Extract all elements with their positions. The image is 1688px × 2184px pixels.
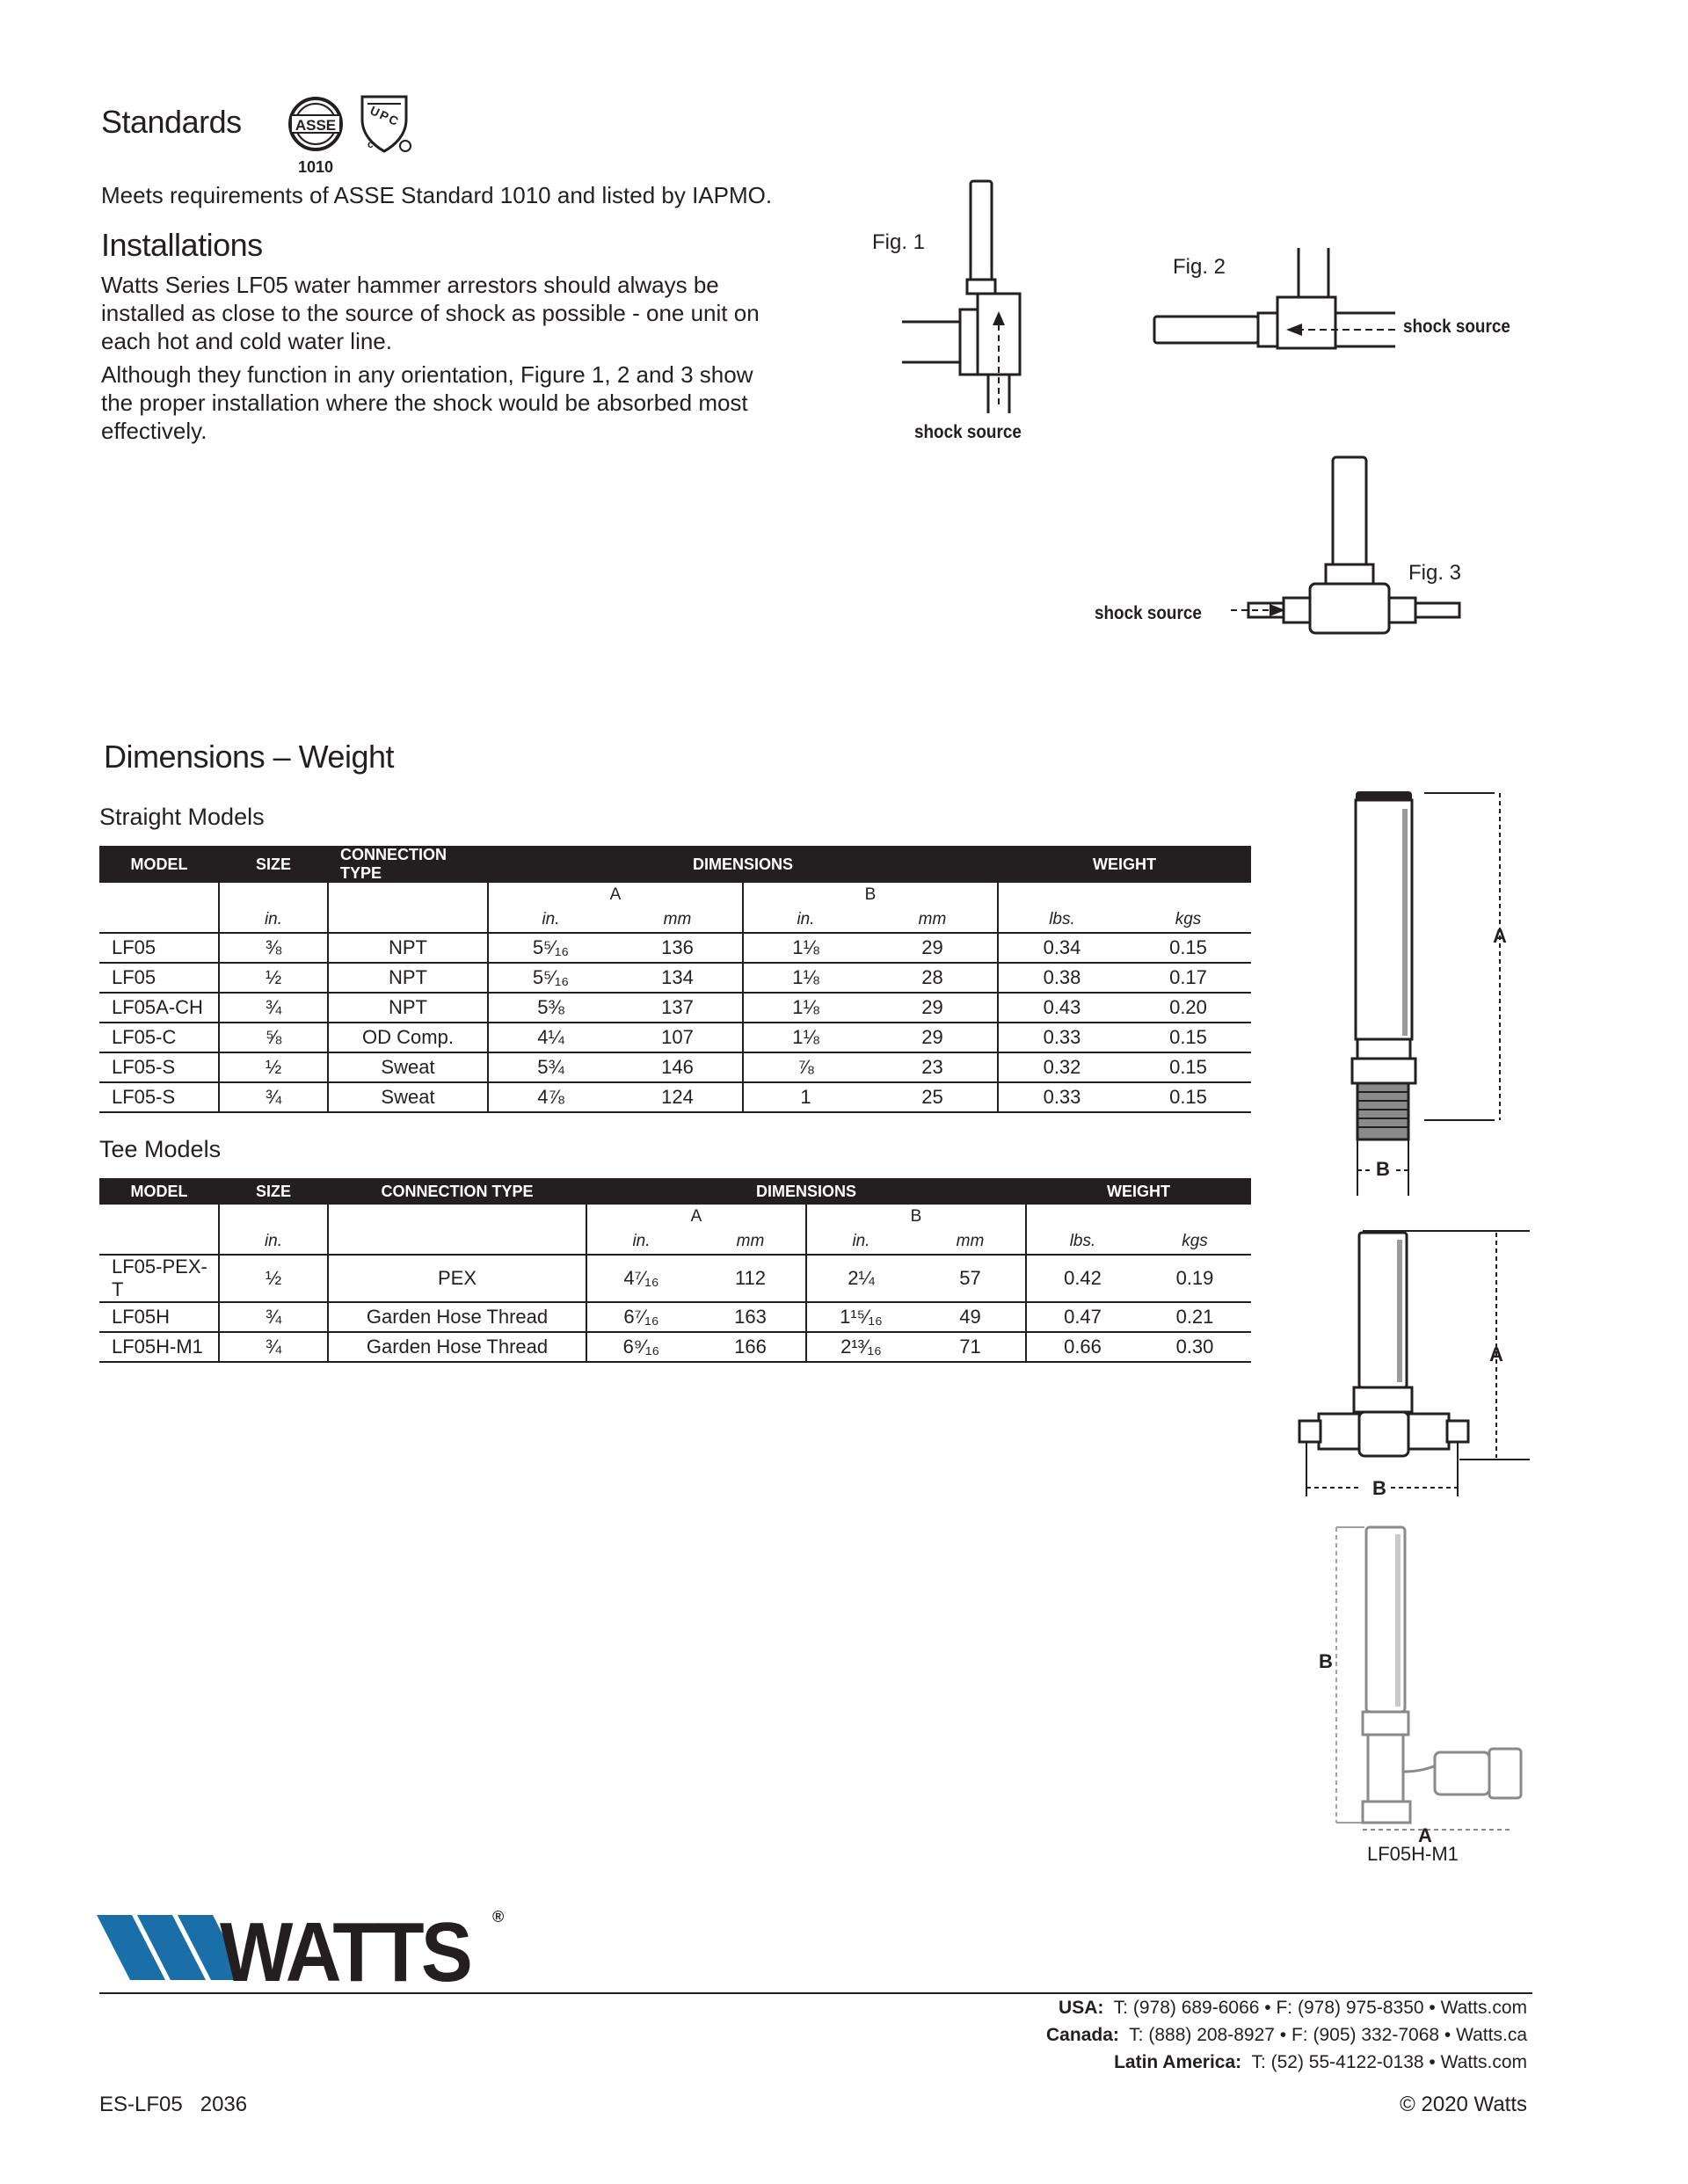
table-cell: 0.66 — [1026, 1332, 1139, 1362]
col-size: SIZE — [219, 1178, 328, 1205]
table-cell: ½ — [219, 1255, 328, 1302]
table-cell: LF05H-M1 — [99, 1332, 219, 1362]
table-cell: 5¾ — [488, 1052, 613, 1082]
table-cell: 49 — [915, 1302, 1026, 1332]
table-cell: 1⅛ — [743, 1023, 868, 1052]
table-cell: 0.43 — [998, 993, 1125, 1023]
table-cell: 2¼ — [806, 1255, 915, 1302]
table-cell: 1 — [743, 1082, 868, 1112]
table-cell: Sweat — [328, 1082, 488, 1112]
table-cell: ⅝ — [219, 1023, 328, 1052]
tee-models-title: Tee Models — [99, 1136, 222, 1162]
asse-badge-text: ASSE — [295, 117, 337, 134]
table-cell: NPT — [328, 933, 488, 963]
col-dimensions: DIMENSIONS — [488, 846, 998, 883]
table-cell: 0.33 — [998, 1023, 1125, 1052]
table-cell: Sweat — [328, 1052, 488, 1082]
watts-logo-text: WATTS — [220, 1905, 470, 1999]
table-cell: 0.20 — [1125, 993, 1251, 1023]
table-cell: 0.34 — [998, 933, 1125, 963]
doc-code: ES-LF05 2036 — [99, 2093, 248, 2116]
table-cell: LF05-S — [99, 1082, 219, 1112]
tee-models-table — [99, 1178, 1251, 1363]
b-in-unit: in. — [743, 907, 868, 933]
straight-model-drawing — [1319, 783, 1539, 1205]
table-cell: 146 — [613, 1052, 743, 1082]
table-cell: LF05 — [99, 933, 219, 963]
table-cell: 2¹³⁄₁₆ — [806, 1332, 915, 1362]
table-cell: 1⅛ — [743, 963, 868, 993]
fig3-drawing — [1231, 450, 1468, 644]
table-row — [99, 963, 1251, 993]
fig2-label: Fig. 2 — [1173, 255, 1226, 279]
contact-usa-text: T: (978) 689-6066 • F: (978) 975-8350 • Watts.com — [1113, 1998, 1527, 2018]
lbs-unit: lbs. — [998, 907, 1125, 933]
table-cell: PEX — [328, 1255, 586, 1302]
table-cell: 0.38 — [998, 963, 1125, 993]
table-row — [99, 1023, 1251, 1052]
col-connection: CONNECTION TYPE — [328, 846, 488, 883]
table-cell: 29 — [868, 933, 998, 963]
table-cell: Garden Hose Thread — [328, 1302, 586, 1332]
table-cell: LF05-C — [99, 1023, 219, 1052]
dim-a-header: A — [586, 1205, 806, 1229]
table-cell: 29 — [868, 1023, 998, 1052]
table-cell: 4¼ — [488, 1023, 613, 1052]
footer-divider — [99, 1992, 1532, 1994]
table-cell: 25 — [868, 1082, 998, 1112]
contact-latam — [1114, 2052, 1527, 2073]
col-dimensions: DIMENSIONS — [586, 1178, 1026, 1205]
table-cell: 0.30 — [1139, 1332, 1251, 1362]
table-cell: 0.21 — [1139, 1302, 1251, 1332]
table-cell: 0.42 — [1026, 1255, 1139, 1302]
table-cell: 5⁵⁄₁₆ — [488, 963, 613, 993]
table-row — [99, 1302, 1251, 1332]
fig1-label: Fig. 1 — [872, 230, 926, 254]
col-model: MODEL — [99, 1178, 219, 1205]
table-cell: ¾ — [219, 1302, 328, 1332]
table-cell: 166 — [695, 1332, 806, 1362]
col-weight: WEIGHT — [998, 846, 1251, 883]
straight-models-table — [99, 846, 1251, 1113]
table-cell: LF05A-CH — [99, 993, 219, 1023]
fig1-drawing — [897, 176, 1029, 422]
a-mm-unit: mm — [695, 1229, 806, 1255]
table-cell: 28 — [868, 963, 998, 993]
table-cell: ½ — [219, 1052, 328, 1082]
table-cell: 0.17 — [1125, 963, 1251, 993]
table-cell: ⅞ — [743, 1052, 868, 1082]
straight-models-title: Straight Models — [99, 804, 265, 830]
table-cell: 4⅞ — [488, 1082, 613, 1112]
table-row — [99, 1255, 1251, 1302]
col-weight: WEIGHT — [1026, 1178, 1251, 1205]
table-cell: 137 — [613, 993, 743, 1023]
upc-badge — [359, 93, 413, 157]
installations-title: Installations — [101, 227, 263, 263]
lf05h-dim-a: A — [1418, 1824, 1432, 1846]
dim-a-header: A — [488, 883, 743, 907]
table-cell: 1⅛ — [743, 993, 868, 1023]
installations-para-1: Watts Series LF05 water hammer arrestors should always be installed as close to the source of shock as possible - one unit on each hot and cold water line. — [101, 272, 760, 354]
table-cell: ¾ — [219, 1332, 328, 1362]
table-cell: ½ — [219, 963, 328, 993]
standards-title: Standards — [101, 104, 242, 140]
table-cell: 112 — [695, 1255, 806, 1302]
table-cell: ⅜ — [219, 933, 328, 963]
table-cell: 107 — [613, 1023, 743, 1052]
table-cell: 0.19 — [1139, 1255, 1251, 1302]
b-in-unit: in. — [806, 1229, 915, 1255]
fig2-drawing — [1147, 246, 1402, 352]
table-cell: 0.47 — [1026, 1302, 1139, 1332]
table-cell: ¾ — [219, 993, 328, 1023]
contact-latam-label: Latin America: — [1114, 2052, 1242, 2072]
tee-dim-a: A — [1489, 1343, 1503, 1365]
table-cell: 23 — [868, 1052, 998, 1082]
table-cell: 134 — [613, 963, 743, 993]
b-mm-unit: mm — [868, 907, 998, 933]
asse-number: 1010 — [297, 158, 334, 176]
table-cell: 5⁵⁄₁₆ — [488, 933, 613, 963]
dim-b-header: B — [743, 883, 998, 907]
a-in-unit: in. — [488, 907, 613, 933]
col-connection: CONNECTION TYPE — [328, 1178, 586, 1205]
tee-dim-b: B — [1372, 1477, 1386, 1499]
table-cell: 6⁹⁄₁₆ — [586, 1332, 695, 1362]
table-cell: 0.15 — [1125, 1023, 1251, 1052]
watts-logo — [97, 1905, 519, 1999]
table-cell: LF05 — [99, 963, 219, 993]
upc-badge-text: UPC — [367, 103, 403, 129]
table-cell: NPT — [328, 993, 488, 1023]
table-cell: LF05H — [99, 1302, 219, 1332]
installations-para-2: Although they function in any orientation, Figure 1, 2 and 3 show the proper installation where the shock would be absorbed most effectively. — [101, 361, 753, 444]
table-cell: 6⁷⁄₁₆ — [586, 1302, 695, 1332]
tee-model-drawing — [1292, 1222, 1539, 1512]
table-cell: 1⅛ — [743, 933, 868, 963]
lf05h-m1-drawing — [1310, 1517, 1547, 1846]
table-cell: NPT — [328, 963, 488, 993]
dim-b-header: B — [806, 1205, 1026, 1229]
table-row — [99, 1082, 1251, 1112]
table-cell: 124 — [613, 1082, 743, 1112]
lf05h-caption: LF05H-M1 — [1367, 1843, 1459, 1865]
table-cell: OD Comp. — [328, 1023, 488, 1052]
table-cell: Garden Hose Thread — [328, 1332, 586, 1362]
straight-dim-b: B — [1376, 1158, 1390, 1180]
contact-canada-text: T: (888) 208-8927 • F: (905) 332-7068 • Watts.ca — [1129, 2025, 1527, 2045]
contact-canada-label: Canada: — [1046, 2025, 1119, 2045]
copyright: © 2020 Watts — [1400, 2093, 1527, 2116]
kgs-unit: kgs — [1139, 1229, 1251, 1255]
table-row — [99, 1332, 1251, 1362]
fig3-label: Fig. 3 — [1408, 561, 1462, 585]
table-cell: 136 — [613, 933, 743, 963]
table-cell: 5⅜ — [488, 993, 613, 1023]
table-cell: 0.15 — [1125, 1052, 1251, 1082]
b-mm-unit: mm — [915, 1229, 1026, 1255]
table-cell: 71 — [915, 1332, 1026, 1362]
table-cell: 0.15 — [1125, 1082, 1251, 1112]
lf05h-dim-b: B — [1319, 1650, 1333, 1672]
contact-usa-label: USA: — [1059, 1998, 1104, 2018]
table-cell: ¾ — [219, 1082, 328, 1112]
a-in-unit: in. — [586, 1229, 695, 1255]
col-size: SIZE — [219, 846, 328, 883]
fig2-shock-source: shock source — [1403, 317, 1510, 337]
table-cell: 163 — [695, 1302, 806, 1332]
a-mm-unit: mm — [613, 907, 743, 933]
straight-dim-a: A — [1493, 925, 1507, 947]
table-cell: LF05-S — [99, 1052, 219, 1082]
standards-text: Meets requirements of ASSE Standard 1010 and listed by IAPMO. — [101, 182, 773, 208]
asse-badge — [286, 95, 346, 176]
table-cell: 0.33 — [998, 1082, 1125, 1112]
table-row — [99, 1052, 1251, 1082]
table-row — [99, 933, 1251, 963]
kgs-unit: kgs — [1125, 907, 1251, 933]
size-unit: in. — [219, 907, 328, 933]
fig3-shock-source: shock source — [1095, 603, 1202, 623]
fig1-shock-source: shock source — [914, 422, 1022, 442]
contact-usa — [1059, 1998, 1527, 2019]
contact-latam-text: T: (52) 55-4122-0138 • Watts.com — [1251, 2052, 1527, 2072]
table-cell: 0.32 — [998, 1052, 1125, 1082]
table-cell: LF05-PEX-T — [99, 1255, 219, 1302]
table-cell: 29 — [868, 993, 998, 1023]
table-cell: 0.15 — [1125, 933, 1251, 963]
svg-text:c: c — [367, 138, 374, 150]
contact-canada — [1046, 2025, 1527, 2046]
registered-mark: ® — [492, 1908, 505, 1926]
dimensions-title: Dimensions – Weight — [104, 739, 394, 775]
table-cell: 1¹⁵⁄₁₆ — [806, 1302, 915, 1332]
lbs-unit: lbs. — [1026, 1229, 1139, 1255]
col-model: MODEL — [99, 846, 219, 883]
table-cell: 4⁷⁄₁₆ — [586, 1255, 695, 1302]
size-unit: in. — [219, 1229, 328, 1255]
table-cell: 57 — [915, 1255, 1026, 1302]
table-row — [99, 993, 1251, 1023]
